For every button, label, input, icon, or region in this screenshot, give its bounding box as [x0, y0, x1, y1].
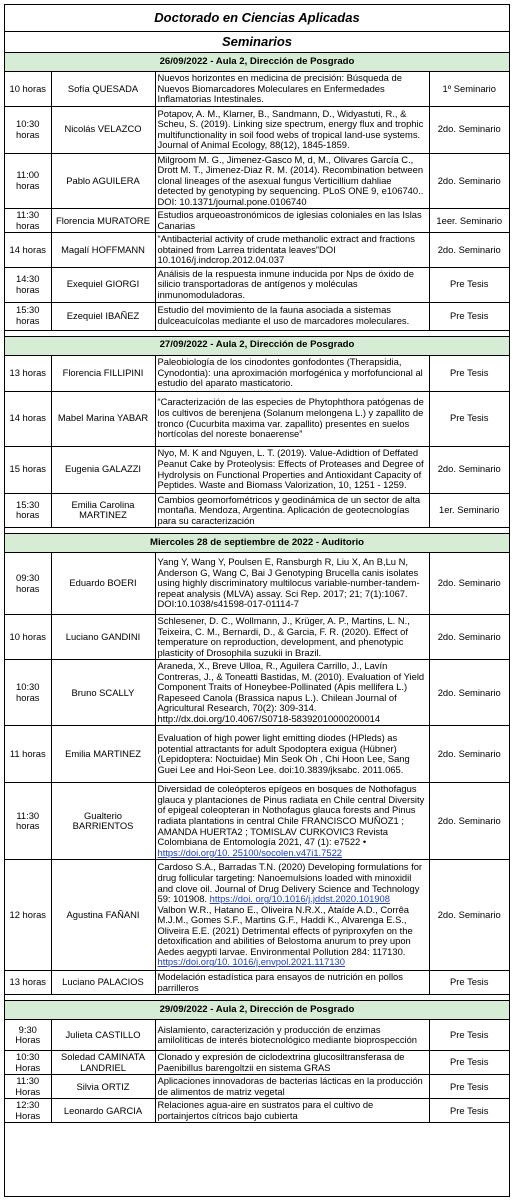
page-title: Doctorado en Ciencias Aplicadas [5, 5, 509, 32]
presenter-name: Luciano PALACIOS [51, 971, 155, 995]
table-row [5, 615, 509, 660]
presenter-name: Agustina FAÑANI [51, 860, 155, 971]
seminar-title-text: Schlesener, D. C., Wollmann, J., Krüger, A. P., Martins, L. N., Teixeira, C. M., Bernardi, D., & Garcia, F. R. (2020). Effect of temperature on reproduction, development, and phenotypic plasticity of Drosophila suzukii in Brazil. [157, 615, 410, 658]
table-row [5, 1020, 509, 1051]
table-row [5, 1099, 509, 1123]
seminar-title [155, 726, 429, 783]
seminar-title-text: Potapov, A. M., Klarner, B., Sandmann, D., Widyastuti, R., & Scheu, S. (2019). Linking size spectrum, energy flux and trophic multifunctionality in soil food webs of tropical land-use systems. Journal of Animal Ecology, 88(12), 1845-1859. [157, 107, 424, 151]
seminar-title [155, 493, 429, 528]
table-row [5, 153, 509, 209]
seminar-title-text: Análisis de la respuesta inmune inducida por Nps de óxido de silicio transportadoras de antígenos y moléculas inmunomoduladoras. [157, 267, 414, 300]
seminar-title [155, 783, 429, 860]
presenter-name: Emilia Carolina MARTINEZ [51, 493, 155, 528]
seminar-title [155, 302, 429, 330]
seminar-type: Pre Tesis [429, 267, 509, 302]
seminar-title-text: Aislamiento, caracterización y producción de enzimas amilolíticas de interés biotecnológico mediante bioprospección [157, 1023, 418, 1046]
time-cell: 11:30 Horas [5, 1075, 51, 1099]
seminar-title [155, 860, 429, 971]
seminar-title [155, 1051, 429, 1075]
time-cell: 10 horas [5, 615, 51, 660]
seminar-title [155, 660, 429, 726]
table-row [5, 493, 509, 528]
seminar-title-text: Relaciones agua-aire en sustratos para el cultivo de portainjertos cítricos bajo cubierta [157, 1099, 374, 1121]
day-header-row [5, 534, 509, 553]
time-cell: 15 horas [5, 446, 51, 493]
presenter-name: Sofía QUESADA [51, 72, 155, 107]
seminar-type: Pre Tesis [429, 355, 509, 391]
presenter-name: Nicolás VELAZCO [51, 106, 155, 153]
seminar-type: 2do. Seminario [429, 153, 509, 209]
seminar-title-text: “Caracterización de las especies de Phytophthora patógenas de los cultivos de berenjena (Solanum melongena L.) y zapallito de tronco (Cucurbita maxima var. zapallito) presentes en suelos hortícolas del noreste bonaerense” [157, 396, 424, 440]
presenter-name: Mabel Marina YABAR [51, 391, 155, 446]
day-header: 29/09/2022 - Aula 2, Dirección de Posgrado [5, 1001, 509, 1020]
seminar-type: 2do. Seminario [429, 106, 509, 153]
day-header-row [5, 1001, 509, 1020]
table-row [5, 106, 509, 153]
seminar-title [155, 233, 429, 268]
seminar-title [155, 446, 429, 493]
seminar-type: Pre Tesis [429, 391, 509, 446]
seminar-title-text: Aplicaciones innovadoras de bacterias lácticas en la producción de alimentos de matriz vegetal [157, 1075, 423, 1097]
seminar-type: Pre Tesis [429, 1075, 509, 1099]
seminar-title-text: Araneda, X., Breve Ulloa, R., Aguilera Carrillo, J., Lavín Contreras, J., & Toneatti Bastidas, M. (2010). Evaluation of Yield Component Traits of Honeybee-Pollinated (Apis mellifera L.) Rapeseed Canola (Brassica napus L.). Chilean Journal of Agricultural Research, 70(2): 309-314. http://dx.doi.org/10.4067/S0718-58392010000200014 [157, 660, 425, 724]
seminar-title-text: Nyo, M. K and Nguyen, L. T. (2019). Value-Adidtion of Deffated Peanut Cake by Proteolysis: Effects of Proteases and Degree of Hydrolysis on Functional Properties and Antioxidant Capacity of Peptides. Waste and Biomass Valorization, 10, 1251 - 1259. [157, 447, 424, 491]
seminar-title [155, 209, 429, 233]
seminar-type: Pre Tesis [429, 1099, 509, 1123]
table-row [5, 302, 509, 330]
time-cell: 11:00 horas [5, 153, 51, 209]
seminar-type: Pre Tesis [429, 1020, 509, 1051]
presenter-name: Silvia ORTIZ [51, 1075, 155, 1099]
seminar-title-text: Cardoso S.A., Barradas T.N. (2020) Developing formulations for drug follicular targeting: Nanoemulsions loaded with minoxidil and clove oil. Journal of Drug Delivery Science and Technology 59: 101908. [157, 861, 423, 905]
time-cell: 14 horas [5, 391, 51, 446]
presenter-name: Gualterio BARRIENTOS [51, 783, 155, 860]
seminar-title-text: Estudio del movimiento de la fauna asociada a sistemas dulceacuícolas mediante el uso de marcadores moleculares. [157, 304, 410, 326]
day-header: 27/09/2022 - Aula 2, Dirección de Posgrado [5, 336, 509, 355]
table-row [5, 233, 509, 268]
seminar-title-text: Estudios arqueoastronómicos de iglesias coloniales en las Islas Canarias [157, 209, 422, 231]
doi-link-2[interactable]: https://doi.org/10. 1016/j.envpol.2021.117130 [157, 956, 345, 968]
seminar-type: 2do. Seminario [429, 860, 509, 971]
table-row [5, 726, 509, 783]
seminar-type: 2do. Seminario [429, 446, 509, 493]
seminar-title-text: Nuevos horizontes en medicina de precisión: Búsqueda de Nuevos Biomarcadores Moleculares en Enfermedades Inflamatorias Intestinales. [157, 72, 402, 105]
table-row [5, 971, 509, 995]
time-cell: 11 horas [5, 726, 51, 783]
presenter-name: Florencia FILLIPINI [51, 355, 155, 391]
seminar-title-text: Yang Y, Wang Y, Poulsen E, Ransburgh R, Liu X, An B,Lu N, Anderson G, Wang C, Bai J Genotyping Brucella canis isolates using highly discriminatory multilocus variable-number-tandem-repeat analysis (MLVA) assay. Sci Rep. 2017; 21; 7(1):1067. DOI:10.1038/s41598-017-01114-7 [157, 556, 420, 610]
time-cell: 13 horas [5, 355, 51, 391]
seminar-type: 2do. Seminario [429, 726, 509, 783]
seminar-title [155, 355, 429, 391]
presenter-name: Exequiel GIORGI [51, 267, 155, 302]
time-cell: 10:30 horas [5, 106, 51, 153]
seminar-title [155, 391, 429, 446]
presenter-name: Luciano GANDINI [51, 615, 155, 660]
time-cell: 12 horas [5, 860, 51, 971]
presenter-name: Magalí HOFFMANN [51, 233, 155, 268]
table-row [5, 783, 509, 860]
seminar-type: 1er. Seminario [429, 493, 509, 528]
day-header-row [5, 336, 509, 355]
day-header-row [5, 53, 509, 72]
time-cell: 15:30 horas [5, 302, 51, 330]
seminar-title [155, 971, 429, 995]
table-row [5, 660, 509, 726]
presenter-name: Pablo AGUILERA [51, 153, 155, 209]
presenter-name: Eugenia GALAZZI [51, 446, 155, 493]
day-header: 26/09/2022 - Aula 2, Dirección de Posgrado [5, 53, 509, 72]
seminar-title [155, 1099, 429, 1123]
seminar-type: 2do. Seminario [429, 233, 509, 268]
seminar-title [155, 1020, 429, 1051]
seminar-type: Pre Tesis [429, 971, 509, 995]
seminar-type: 1º Seminario [429, 72, 509, 107]
seminar-type: Pre Tesis [429, 302, 509, 330]
time-cell: 13 horas [5, 971, 51, 995]
time-cell: 9:30 Horas [5, 1020, 51, 1051]
seminar-title-text: Clonado y expresión de ciclodextrina glucosiltransferasa de Paenibillus barengoltzii en sistema GRAS [157, 1051, 405, 1073]
doi-link[interactable]: https://doi.org/10. 25100/socolen.v47i1.7522 [157, 846, 343, 858]
seminar-table [5, 53, 509, 1123]
table-row [5, 267, 509, 302]
seminar-title-text: Diversidad de coleópteros epígeos en bosques de Nothofagus glauca y plantaciones de Pinus radiata en Chile central Diversity of epigeal coleopteran in Nothofagus glauca forests and Pinus radiata plantations in central Chile FRANCISCO MUÑOZ1 ; AMANDA HUERTA2 ; TOMISLAV CURKOVIC3 Revista Colombiana de Entomología 2021, 47 (1): e7522 • [157, 783, 425, 848]
presenter-name: Eduardo BOERI [51, 553, 155, 615]
presenter-name: Emilia MARTINEZ [51, 726, 155, 783]
seminar-title-text: Modelación estadística para ensayos de nutrición en pollos parrilleros [157, 971, 403, 993]
time-cell: 11:30 horas [5, 783, 51, 860]
seminar-title-text: Cambios geomorfométricos y geodinámica de un sector de alta montaña. Mendoza, Argentina. Aplicación de geotecnologías para su caracterización [157, 493, 421, 526]
seminar-title-text: Paleobiología de los cinodontes gonfodontes (Therapsidia, Cynodontia): una aproximación morfogénica y morfofuncional al estudio del aparato masticatorio. [157, 356, 423, 389]
seminar-type: 2do. Seminario [429, 660, 509, 726]
seminar-title-text: “Antibacterial activity of crude methanolic extract and fractions obtained from Larrea tridentata leaves”DOI 10.1016/j.indcrop.2012.04.037 [157, 233, 415, 266]
seminar-type: 2do. Seminario [429, 783, 509, 860]
seminar-type: 1eer. Seminario [429, 209, 509, 233]
table-row [5, 860, 509, 971]
table-row [5, 446, 509, 493]
time-cell: 10:30 Horas [5, 1051, 51, 1075]
seminar-title-text-2: Valbon W.R., Hatano E., Oliveira N.R.X., Ataíde A.D., Corrêa M.J.M., Gomes S.F., Martins G.F., Haddi K., Alvarenga E.S., Oliveira E.E. (2021) Detrimental effects of pyriproxyfen on the detoxification and abilities of Belostoma anurum to prey upon Aedes aegypti larvae. Environmental Pollution 284: 117130. [157, 903, 413, 957]
seminar-title-text: Evaluation of high power light emitting diodes (HPleds) as potential attractants for adult Spodoptera exigua (Hübner) (Lepidoptera: Noctuidae) Min Seok Oh , Chi Hoon Lee, Sang Guei Lee and Hoi-Seon Lee. doi:10.3839/jksabc. 2011.065. [157, 732, 410, 775]
page-subtitle: Seminarios [5, 32, 509, 53]
table-row [5, 209, 509, 233]
time-cell: 11:30 horas [5, 209, 51, 233]
seminar-title [155, 153, 429, 209]
table-row [5, 72, 509, 107]
seminar-type: 2do. Seminario [429, 553, 509, 615]
seminar-type: 2do. Seminario [429, 615, 509, 660]
seminar-title [155, 72, 429, 107]
seminar-type: Pre Tesis [429, 1051, 509, 1075]
time-cell: 15:30 horas [5, 493, 51, 528]
time-cell: 10:30 horas [5, 660, 51, 726]
doi-link[interactable]: https://doi. org/10.1016/j.jddst.2020.101908 [209, 893, 390, 905]
table-row [5, 1051, 509, 1075]
presenter-name: Soledad CAMINATA LANDRIEL [51, 1051, 155, 1075]
presenter-name: Florencia MURATORE [51, 209, 155, 233]
seminar-title [155, 615, 429, 660]
schedule-page [4, 4, 510, 1197]
seminar-table-body [5, 53, 509, 1123]
table-row [5, 355, 509, 391]
presenter-name: Bruno SCALLY [51, 660, 155, 726]
seminar-title [155, 106, 429, 153]
day-header: Miercoles 28 de septiembre de 2022 - Auditorio [5, 534, 509, 553]
presenter-name: Leonardo GARCIA [51, 1099, 155, 1123]
time-cell: 14 horas [5, 233, 51, 268]
presenter-name: Julieta CASTILLO [51, 1020, 155, 1051]
seminar-title [155, 553, 429, 615]
time-cell: 14:30 horas [5, 267, 51, 302]
time-cell: 10 horas [5, 72, 51, 107]
table-row [5, 553, 509, 615]
time-cell: 09:30 horas [5, 553, 51, 615]
seminar-title-text: Milgroom M. G., Jimenez-Gasco M, d, M., Olivares García C., Drott M. T., Jimenez-Diaz R. M. (2014). Recombination between clonal lineages of the asexual fungus Verticillium dahliae detected by genotyping by sequencing. PLoS ONE 9, e106740.. DOI: 10.1371/journal.pone.0106740 [157, 153, 424, 207]
seminar-title [155, 1075, 429, 1099]
table-row [5, 391, 509, 446]
table-row [5, 1075, 509, 1099]
seminar-title [155, 267, 429, 302]
time-cell: 12:30 Horas [5, 1099, 51, 1123]
presenter-name: Ezequiel IBAÑEZ [51, 302, 155, 330]
